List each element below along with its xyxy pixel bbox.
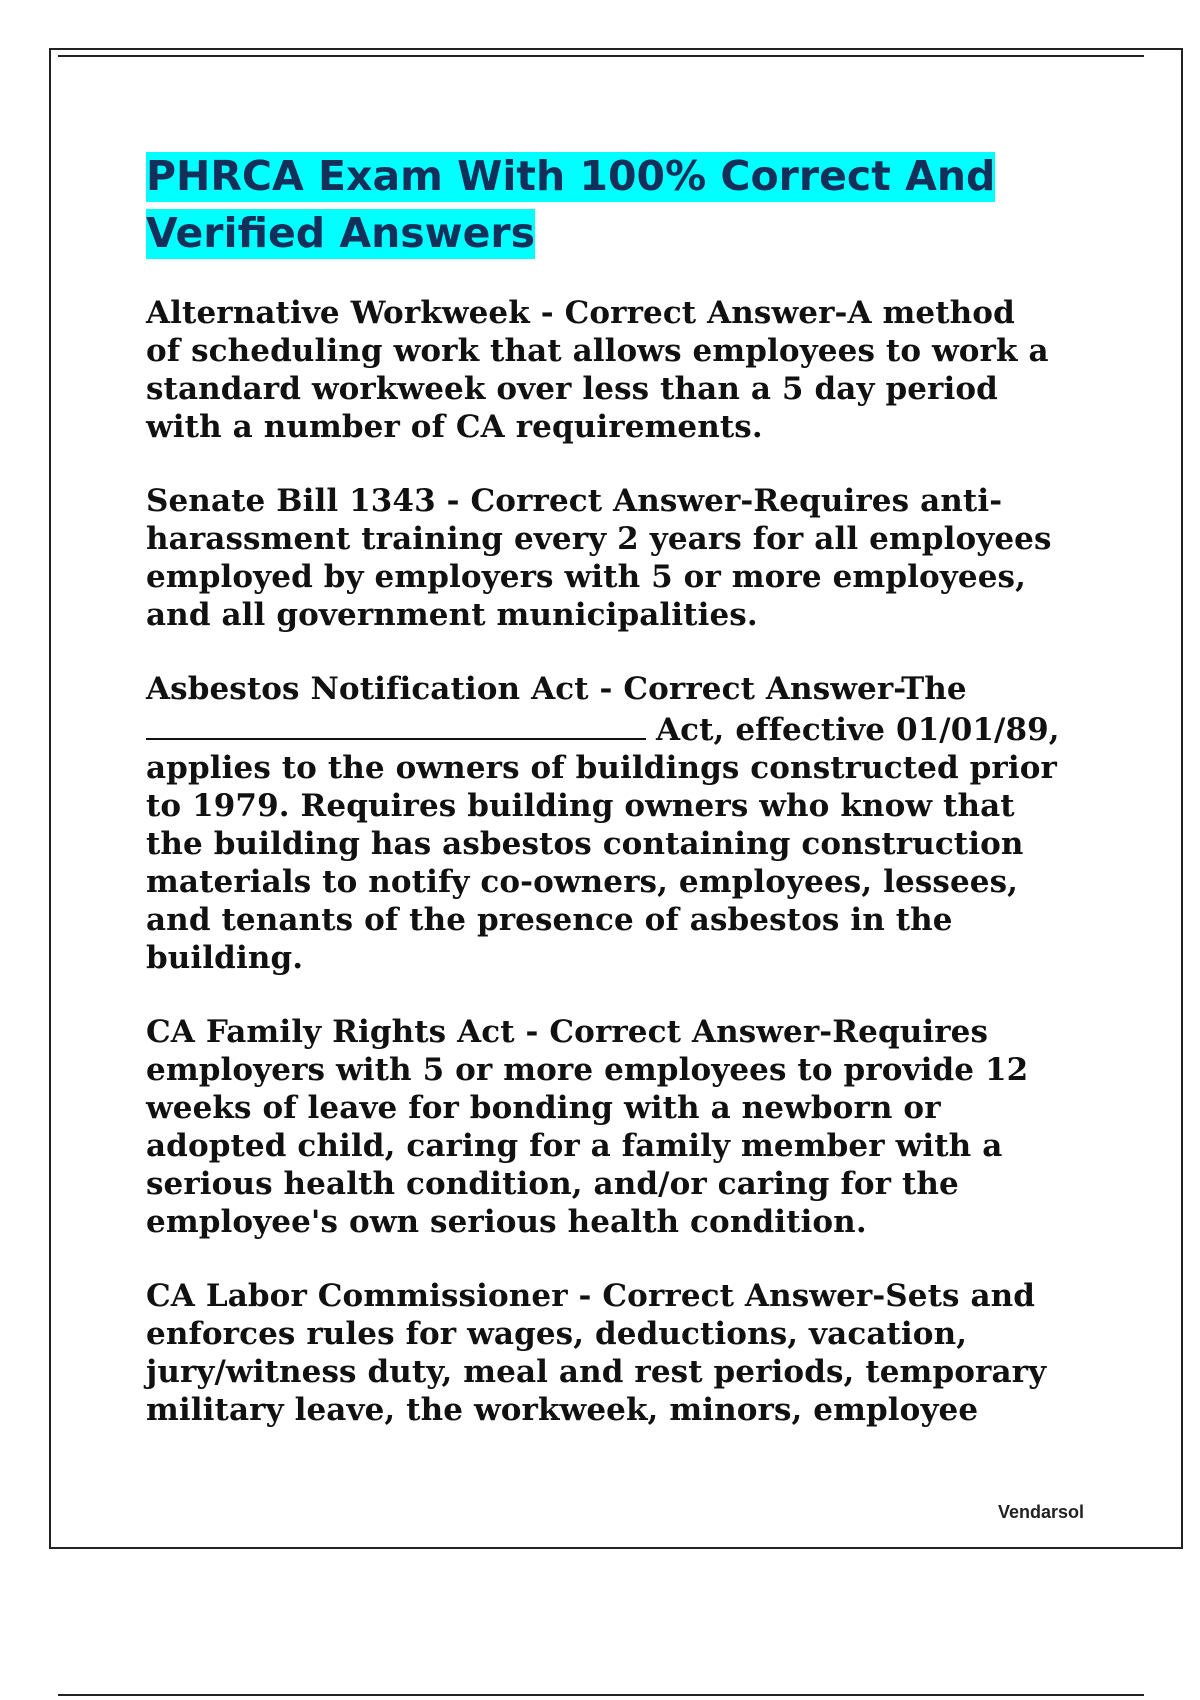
document-title xyxy=(146,148,1046,262)
top-rule xyxy=(58,55,1144,57)
qa-entries xyxy=(146,294,1096,1465)
entry-alternative-workweek: Alternative Workweek - Correct Answer-A method of scheduling work that allows employees to work a standard workweek over less than a 5 day period with a number of CA requirements. xyxy=(146,295,1049,445)
entry-ca-family-rights-act: CA Family Rights Act - Correct Answer-Requires employers with 5 or more employees to provide 12 weeks of leave for bonding with a newborn or adopted child, caring for a family member with a serious health condition, and/or caring for the employee's own serious health condition. xyxy=(146,1014,1029,1240)
entry-ca-labor-commissioner: CA Labor Commissioner - Correct Answer-Sets and enforces rules for wages, deductions, vacation, jury/witness duty, meal and rest periods, temporary military leave, the workweek, minors, employee xyxy=(146,1278,1047,1428)
title-line-2: Verified Answers xyxy=(146,209,536,257)
entry-asbestos-notification-act xyxy=(146,670,1096,977)
title-line-1: PHRCA Exam With 100% Correct And xyxy=(146,152,996,200)
entry-senate-bill-1343: Senate Bill 1343 - Correct Answer-Requires anti- harassment training every 2 years for all employees employed by employers with 5 or more employees, and all government municipalities. xyxy=(146,483,1052,633)
asbestos-text-after-blank: Act, effective 01/01/89, applies to the owners of buildings constructed prior to 1979. Requires building owners who know that the building has asbestos containing construction materials to notify co-owners, employees, lessees, and tenants of the presence of asbestos in the building. xyxy=(146,712,1060,976)
asbestos-text-before-blank: Asbestos Notification Act - Correct Answer-The xyxy=(146,671,967,707)
fill-in-blank xyxy=(146,708,646,740)
footer-brand: Vendarsol xyxy=(997,1502,1084,1522)
bottom-rule xyxy=(58,1694,1144,1696)
